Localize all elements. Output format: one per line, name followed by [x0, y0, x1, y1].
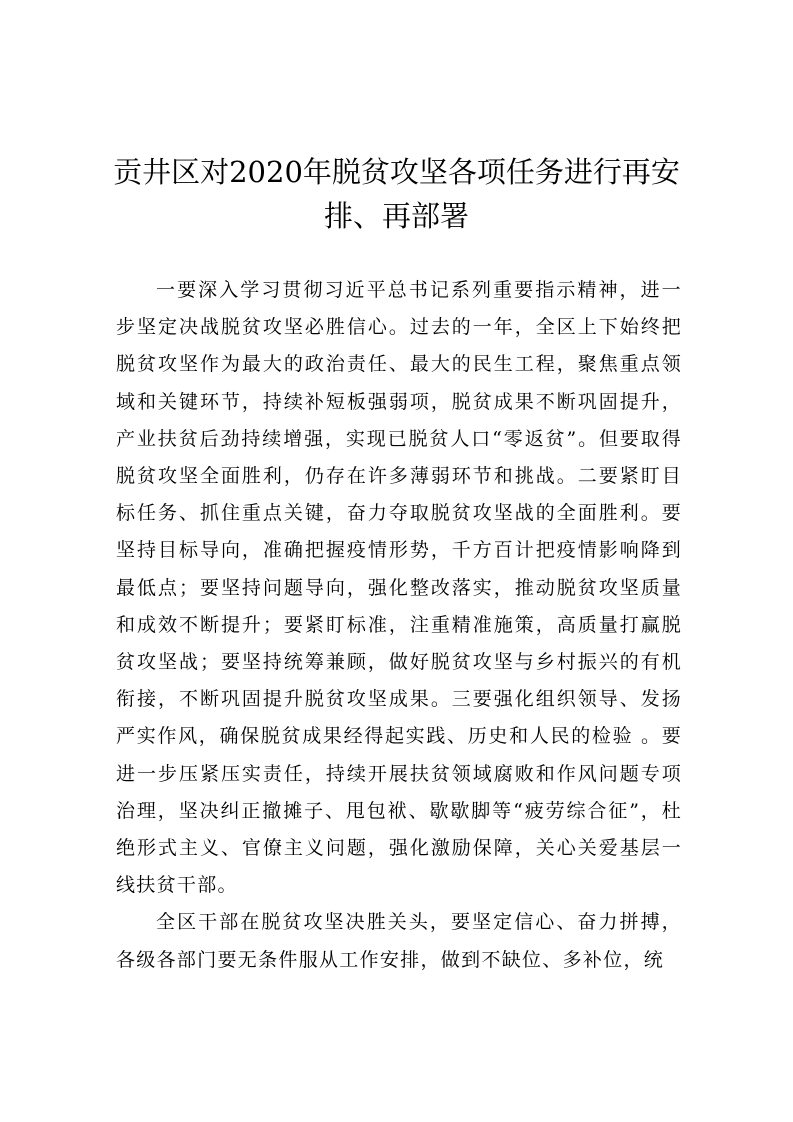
paragraph-2: 全区干部在脱贫攻坚决胜关头，要坚定信心、奋力拼搏，各级各部门要无条件服从工作安排，做到不缺位、多补位，统: [116, 911, 682, 971]
paragraph-1: 一要深入学习贯彻习近平总书记系列重要指示精神，进一步坚定决战脱贫攻坚必胜信心。过去的一年，全区上下始终把脱贫攻坚作为最大的政治责任、最大的民生工程，聚焦重点领域和关键环节，持续补短板强弱项，脱贫成果不断巩固提升，产业扶贫后劲持续增强，实现已脱贫人口“零返贫”。但要取得脱贫攻坚全面胜利，仍存在许多薄弱环节和挑战。二要紧盯目标任务、抓住重点关键，奋力夺取脱贫攻坚战的全面胜利。要坚持目标导向，准确把握疫情形势，千方百计把疫情影响降到最低点；要坚持问题导向，强化整改落实，推动脱贫攻坚质量和成效不断提升；要紧盯标准，注重精准施策，高质量打赢脱贫攻坚战；要坚持统筹兼顾，做好脱贫攻坚与乡村振兴的有机衔接，不断巩固提升脱贫攻坚成果。三要强化组织领导、发扬严实作风，确保脱贫成果经得起实践、历史和人民的检验 。要进一步压紧压实责任，持续开展扶贫领域腐败和作风问题专项治理，坚决纠正撤摊子、甩包袱、歇歇脚等“疲劳综合征”，杜绝形式主义、官僚主义问题，强化激励保障，关心关爱基层一线扶贫干部。: [116, 279, 682, 897]
page-title: 贡井区对2020年脱贫攻坚各项任务进行再安排、再部署: [113, 155, 680, 233]
document-body: [116, 272, 682, 979]
